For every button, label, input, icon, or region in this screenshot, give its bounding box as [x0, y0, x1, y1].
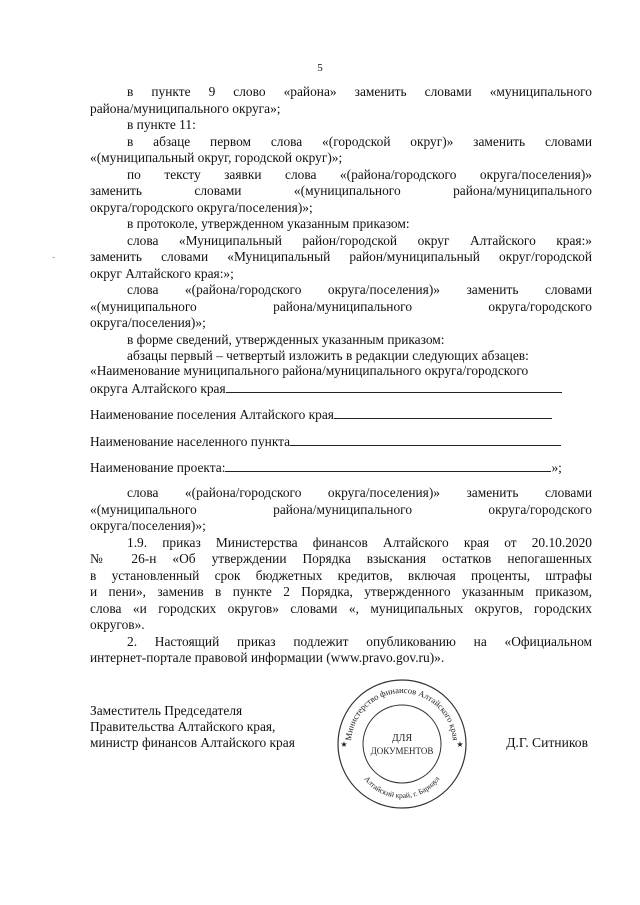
paragraph: в форме сведений, утвержденных указанным приказом:	[127, 331, 445, 347]
stamp-star-icon: ★	[456, 740, 464, 749]
paragraph-cont: «(муниципального района/муниципального округа/городского	[90, 298, 592, 314]
stamp-outer-text: Министерство финансов Алтайского края	[343, 684, 461, 742]
paragraph-cont: и пени», заменив в пункте 2 Порядка, утвержденного указанным приказом,	[90, 584, 592, 599]
fill-line	[225, 459, 551, 472]
paragraph: 1.9. приказ Министерства финансов Алтайского края от 20.10.2020	[127, 534, 592, 550]
scan-artifact	[52, 257, 55, 258]
paragraph: абзацы первый – четвертый изложить в редакции следующих абзацев:	[127, 348, 529, 363]
paragraph-cont: округов».	[90, 617, 145, 632]
paragraph-cont: округа/городского округа/поселения)»;	[90, 199, 313, 215]
stamp-center-text-2: ДОКУМЕНТОВ	[370, 746, 434, 756]
form-field-settlement: Наименование поселения Алтайского края	[90, 406, 592, 424]
paragraph: слова «(района/городского округа/поселения)» заменить словами	[127, 282, 592, 297]
paragraph-cont: в установленный срок бюджетных кредитов, включая проценты, штрафы	[90, 567, 592, 583]
paragraph-cont: округ Алтайского края:»;	[90, 265, 234, 281]
fill-line	[290, 433, 561, 446]
form-field-municipality-line1: «Наименование муниципального района/муниципального округа/городского	[90, 363, 529, 378]
stamp-bottom-text: Алтайский край, г. Барнаул	[362, 774, 442, 801]
fill-line	[334, 406, 552, 419]
stamp-outer-ring	[338, 680, 466, 808]
paragraph-cont: заменить словами «(муниципального района/муниципального	[90, 183, 592, 198]
amendments-block-2	[90, 485, 592, 667]
paragraph-cont: «(муниципального района/муниципального округа/городского	[90, 501, 592, 517]
stamp-star-icon: ★	[340, 740, 348, 749]
page-number: 5	[317, 62, 323, 74]
signatory-position: Заместитель Председателя Правительства Алтайского края, министр финансов Алтайского края	[90, 703, 295, 750]
paragraph: слова «(района/городского округа/поселения)» заменить словами	[127, 485, 592, 500]
paragraph-cont: округа/поселения)»;	[90, 518, 206, 533]
paragraph-cont: «(муниципальный округ, городской округ)»;	[90, 150, 343, 165]
paragraph: в абзаце первом слова «(городской округ)» заменить словами	[127, 133, 592, 149]
form-field-locality: Наименование населенного пункта	[90, 433, 592, 451]
amendments-block	[90, 84, 592, 365]
paragraph-cont: заменить словами «Муниципальный район/муниципальный округ/городской	[90, 249, 592, 264]
paragraph: в пункте 9 слово «района» заменить словами «муниципального	[127, 84, 592, 99]
official-stamp	[333, 675, 471, 813]
paragraph: по тексту заявки слова «(района/городского округа/поселения)»	[127, 166, 592, 182]
fill-line	[226, 380, 562, 393]
stamp-inner-ring	[363, 705, 441, 783]
paragraph-cont: района/муниципального округа»;	[90, 100, 281, 116]
paragraph-cont: интернет-портале правовой информации (www.pravo.gov.ru)».	[90, 650, 445, 665]
paragraph: в протоколе, утвержденном указанным приказом:	[127, 216, 410, 231]
paragraph: слова «Муниципальный район/городской округ Алтайского края:»	[127, 232, 592, 248]
signatory-name: Д.Г. Ситников	[506, 735, 588, 750]
paragraph: в пункте 11:	[127, 117, 196, 132]
stamp-center-text-1: ДЛЯ	[391, 733, 413, 744]
form-field-municipality-line2: округа Алтайского края	[90, 380, 592, 398]
paragraph: 2. Настоящий приказ подлежит опубликованию на «Официальном	[127, 633, 592, 649]
paragraph-cont: № 26-н «Об утверждении Порядка взыскания остатков непогашенных	[90, 551, 592, 566]
paragraph-cont: округа/поселения)»;	[90, 315, 206, 330]
form-field-project: Наименование проекта: »;	[90, 460, 562, 475]
paragraph-cont: слова «и городских округов» словами «, муниципальных округов, городских	[90, 600, 592, 616]
